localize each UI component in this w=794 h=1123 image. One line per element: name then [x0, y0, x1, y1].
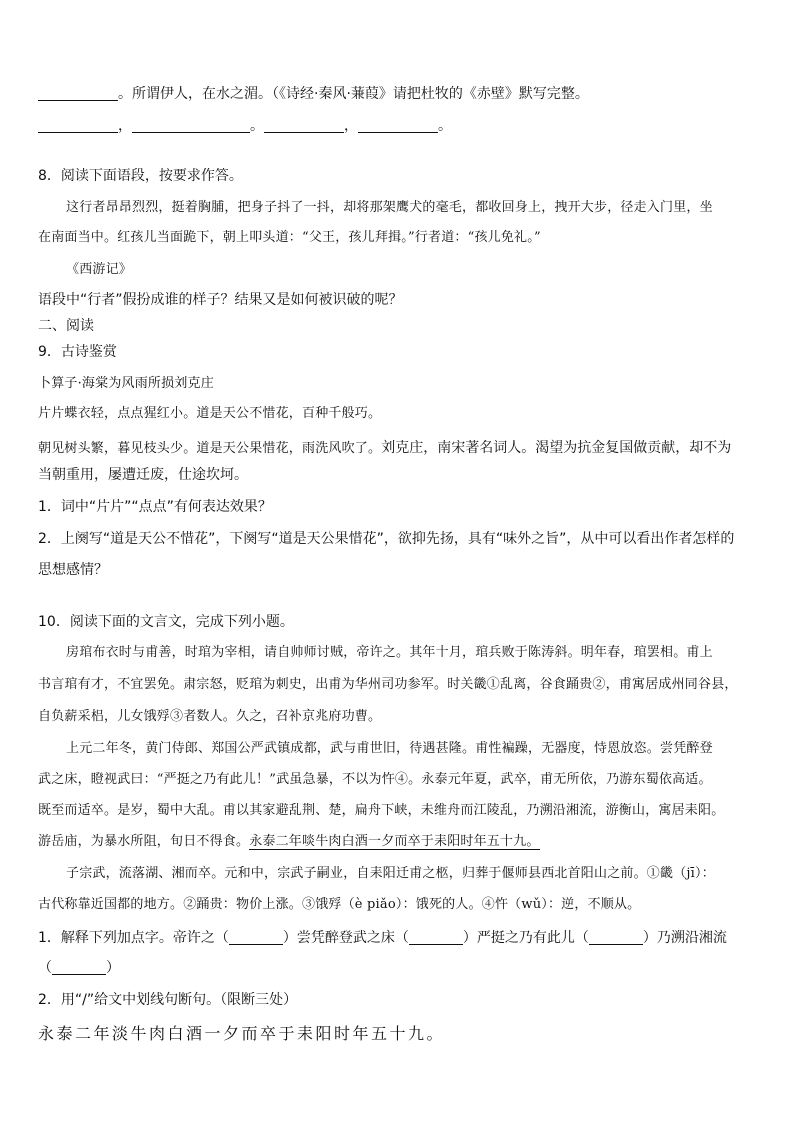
section-heading: 二、阅读 — [38, 318, 94, 334]
q10-passage-line: 子宗武，流落湖、湘而卒。元和中，宗武子嗣业，自耒阳迁甫之柩，归葬于偃师县西北首阳山之前。①畿（jī）： — [66, 866, 715, 881]
q10-passage-line: 房琯布衣时与甫善，时琯为宰相，请自帅师讨贼，帝许之。其年十月，琯兵败于陈涛斜。明年春，琯罢相。甫上 — [66, 645, 713, 660]
answer-blank[interactable] — [589, 930, 643, 945]
underlined-sentence: 永泰二年啖牛肉白酒一夕而卒于耒阳时年五十九。 — [249, 834, 540, 849]
fill-line-1-text: 。所谓伊人，在水之湄。（《诗经·秦风·蒹葭》请把杜牧的《赤壁》默写完整。 — [118, 86, 589, 102]
answer-blank[interactable] — [132, 118, 250, 133]
q9-sub-1: 1．词中“片片”“点点”有何表达效果？ — [38, 499, 272, 515]
q10-passage-line: 武之床，瞪视武曰：“严挺之乃有此儿！”武虽急暴，不以为忤④。永泰元年夏，武卒，甫无所依，乃游东蜀依高适。 — [38, 772, 712, 787]
q8-question: 语段中“行者”假扮成谁的样子？结果又是如何被识破的呢？ — [38, 292, 403, 308]
q8-passage-line: 这行者昂昂烈烈，挺着胸脯，把身子抖了一抖，却将那架鹰犬的毫毛，都收回身上，拽开大步，径走入门里，坐 — [66, 200, 713, 215]
q8-passage-line: 在南面当中。红孩儿当面跪下，朝上叩头道：“父王，孩儿拜揖。”行者道：“孩儿免礼。” — [38, 230, 541, 245]
q8-heading: 8．阅读下面语段，按要求作答。 — [38, 168, 243, 184]
q10-passage-line: 游岳庙，为暴水所阻，旬日不得食。永泰二年啖牛肉白酒一夕而卒于耒阳时年五十九。 — [38, 834, 540, 849]
answer-blank[interactable] — [409, 930, 463, 945]
poet-note: 当朝重用，屡遭迁废，仕途坎坷。 — [38, 467, 248, 483]
q10-passage-line: 自负薪采梠，儿女饿殍③者数人。久之，召补京兆府功曹。 — [38, 709, 382, 724]
poem-line: 片片蝶衣轻，点点猩红小。道是天公不惜花，百种千般巧。 — [38, 406, 382, 421]
q10-passage-line: 书言琯有才，不宜罢免。肃宗怒，贬琯为刺史，出甫为华州司功参军。时关畿①乱离，谷食踊贵②，甫寓居成州同谷县， — [38, 677, 738, 692]
answer-blank[interactable] — [264, 118, 344, 133]
fill-line-2: ， 。 ， 。 — [38, 118, 452, 135]
q10-footnotes: 古代称靠近国都的地方。②踊贵：物价上涨。③饿殍（è piǎo）：饿死的人。④忤（wǔ）：逆，不顺从。 — [38, 897, 641, 912]
q10-sub-2: 2．用“/”给文中划线句断句。（限断三处） — [38, 992, 298, 1008]
q10-heading: 10．阅读下面的文言文，完成下列小题。 — [38, 614, 294, 630]
answer-blank[interactable] — [358, 118, 438, 133]
q8-source: 《西游记》 — [66, 262, 133, 277]
q9-sub-2: 2．上阕写“道是天公不惜花”，下阕写“道是天公果惜花”，欲抑先扬，具有“味外之旨”，从中可以看出作者怎样的 — [38, 531, 735, 547]
q9-heading: 9．古诗鉴赏 — [38, 344, 117, 360]
q9-sub-2-cont: 思想感情？ — [38, 562, 108, 578]
q10-sub-1-cont: （ ） — [38, 960, 120, 976]
answer-blank[interactable] — [38, 86, 118, 101]
q10-sub-1: 1．解释下列加点字。帝许之（ ）尝凭醉登武之床（ ）严挺之乃有此儿（ ）乃溯沿湘流 — [38, 930, 727, 946]
fill-line-1 — [38, 86, 589, 103]
sentence-to-punctuate: 永泰二年淡牛肉白酒一夕而卒于耒阳时年五十九。 — [38, 1024, 446, 1043]
answer-blank[interactable] — [38, 118, 118, 133]
answer-blank[interactable] — [52, 960, 106, 975]
q10-passage-line: 上元二年冬，黄门侍郎、郑国公严武镇成都，武与甫世旧，待遇甚隆。甫性褊躁，无器度，恃恩放恣。尝凭醉登 — [66, 741, 713, 756]
poem-title: 卜算子·海棠为风雨所损刘克庄 — [38, 376, 214, 391]
q10-passage-line: 既至而适卒。是岁，蜀中大乱。甫以其家避乱荆、楚，扁舟下峡，未维舟而江陵乱，乃溯沿湘流，游衡山，寓居耒阳。 — [38, 803, 725, 818]
answer-blank[interactable] — [229, 930, 283, 945]
poem-line-with-note: 朝见树头繁，暮见枝头少。道是天公果惜花，雨洗风吹了。刘克庄，南宋著名词人。渴望为抗金复国做贡献，却不为 — [38, 440, 732, 456]
